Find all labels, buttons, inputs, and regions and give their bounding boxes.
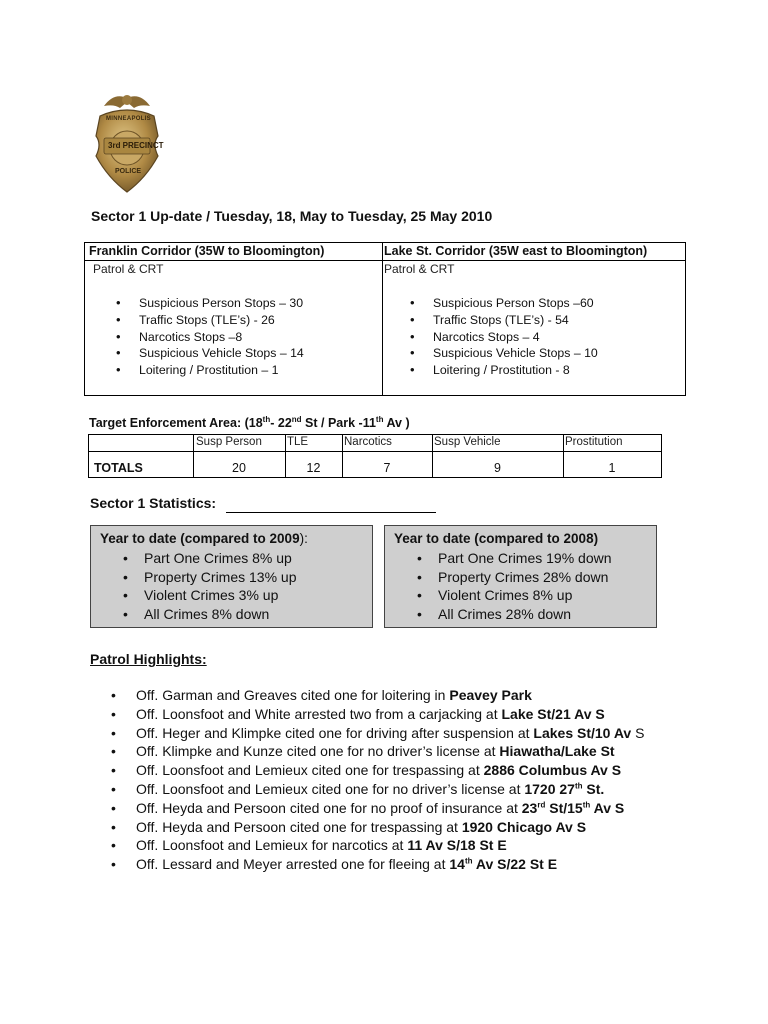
- corridor-stop-list: [403, 295, 598, 379]
- list-item: • Off. Heger and Klimpke cited one for driving after suspension at Lakes St/10 Av S: [108, 724, 688, 743]
- list-item: • Traffic Stops (TLE’s) - 54: [403, 312, 598, 329]
- list-item: • Suspicious Person Stops –60: [403, 295, 598, 312]
- list-item: • Off. Heyda and Persoon cited one for no proof of insurance at 23rd St/15th Av S: [108, 799, 688, 818]
- column-header: TLE: [287, 436, 309, 448]
- corridor-table: [84, 242, 686, 396]
- table-cell: 7: [383, 461, 391, 475]
- corridor-subheading: Patrol & CRT: [93, 262, 164, 276]
- stat-list: [385, 549, 612, 623]
- corridor-subheading: Patrol & CRT: [384, 262, 455, 276]
- totals-label: TOTALS: [94, 461, 143, 475]
- title-underline: [226, 512, 436, 513]
- badge-center-text: 3rd PRECINCT: [108, 141, 164, 150]
- target-enforcement-table: [88, 434, 662, 478]
- column-header: Narcotics: [344, 436, 392, 448]
- list-item: • All Crimes 8% down: [91, 605, 297, 624]
- list-item: • Off. Loonsfoot and Lemieux for narcotics at 11 Av S/18 St E: [108, 836, 688, 855]
- table-cell: 9: [494, 461, 501, 475]
- list-item: • Off. Loonsfoot and Lemieux cited one for no driver’s license at 1720 27th St.: [108, 780, 688, 799]
- list-item: • Suspicious Person Stops – 30: [109, 295, 304, 312]
- corridor-stop-list: [109, 295, 304, 379]
- list-item: • Property Crimes 28% down: [385, 568, 612, 587]
- list-item: • Violent Crimes 8% up: [385, 586, 612, 605]
- list-item: • Off. Loonsfoot and Lemieux cited one for trespassing at 2886 Columbus Av S: [108, 761, 688, 780]
- list-item: • Off. Loonsfoot and White arrested two from a carjacking at Lake St/21 Av S: [108, 705, 688, 724]
- list-item: • Suspicious Vehicle Stops – 10: [403, 345, 598, 362]
- column-header: Susp Person: [196, 436, 262, 448]
- ytd-2009-box: [90, 525, 373, 628]
- list-item: • Off. Garman and Greaves cited one for loitering in Peavey Park: [108, 686, 688, 705]
- column-header: Susp Vehicle: [434, 436, 501, 448]
- list-item: • Narcotics Stops – 4: [403, 329, 598, 346]
- list-item: • Part One Crimes 19% down: [385, 549, 612, 568]
- patrol-highlights-title: Patrol Highlights:: [90, 651, 207, 667]
- table-cell: 12: [306, 461, 321, 475]
- badge-bottom-text: POLICE: [115, 168, 142, 175]
- patrol-highlights-list: [108, 686, 688, 874]
- franklin-corridor-cell: [85, 243, 381, 395]
- list-item: • Off. Heyda and Persoon cited one for trespassing at 1920 Chicago Av S: [108, 818, 688, 837]
- stat-box-heading: Year to date (compared to 2009):: [100, 531, 308, 546]
- police-badge-icon: [86, 88, 168, 196]
- list-item: • Narcotics Stops –8: [109, 329, 304, 346]
- stat-box-heading: Year to date (compared to 2008): [394, 531, 599, 546]
- list-item: • Traffic Stops (TLE’s) - 26: [109, 312, 304, 329]
- list-item: • Suspicious Vehicle Stops – 14: [109, 345, 304, 362]
- ytd-2008-box: [384, 525, 657, 628]
- lake-st-corridor-cell: [383, 243, 679, 395]
- stat-list: [91, 549, 297, 623]
- list-item: • Loitering / Prostitution - 8: [403, 362, 598, 379]
- document-title: Sector 1 Up-date / Tuesday, 18, May to Tuesday, 25 May 2010: [91, 208, 493, 224]
- list-item: • Violent Crimes 3% up: [91, 586, 297, 605]
- list-item: • All Crimes 28% down: [385, 605, 612, 624]
- table-cell: 1: [608, 461, 616, 475]
- target-enforcement-title: Target Enforcement Area: (18th- 22nd St / Park -11th Av ): [89, 414, 410, 430]
- list-item: • Part One Crimes 8% up: [91, 549, 297, 568]
- column-header: Prostitution: [565, 436, 623, 448]
- list-item: • Loitering / Prostitution – 1: [109, 362, 304, 379]
- badge-top-text: MINNEAPOLIS: [106, 116, 151, 122]
- corridor-heading: Franklin Corridor (35W to Bloomington): [89, 244, 325, 258]
- table-cell: 20: [232, 461, 246, 475]
- corridor-heading: Lake St. Corridor (35W east to Bloomington): [384, 244, 648, 258]
- sector-statistics-title: Sector 1 Statistics:: [90, 495, 217, 511]
- list-item: • Off. Lessard and Meyer arrested one for fleeing at 14th Av S/22 St E: [108, 855, 688, 874]
- list-item: • Property Crimes 13% up: [91, 568, 297, 587]
- list-item: • Off. Klimpke and Kunze cited one for no driver’s license at Hiawatha/Lake St: [108, 742, 688, 761]
